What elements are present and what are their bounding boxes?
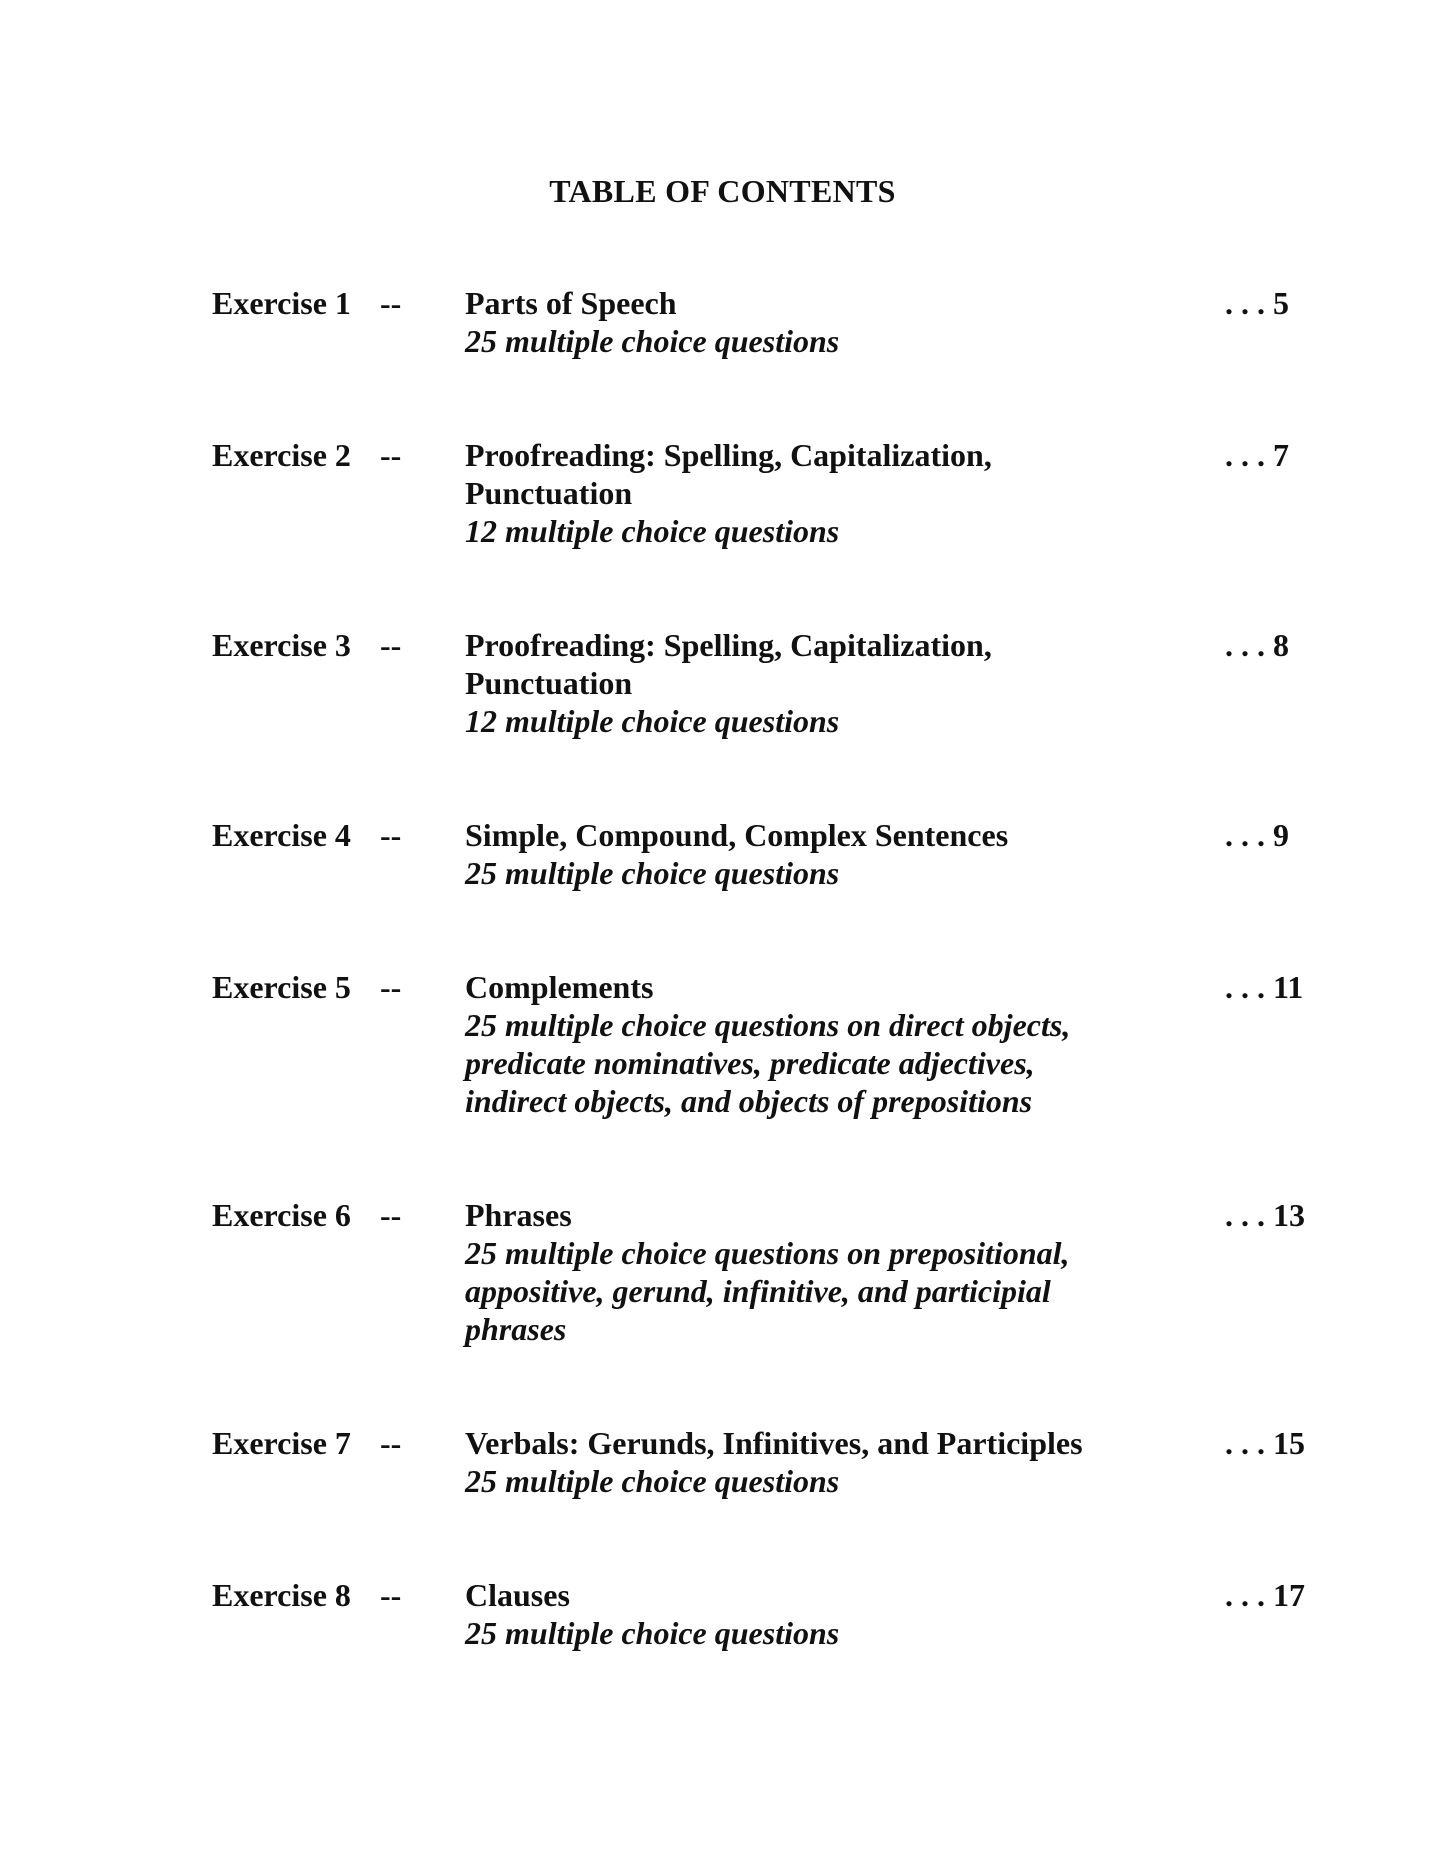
toc-entry-label: Exercise 1 [212, 285, 351, 321]
toc-entry-title: Parts of Speech [465, 285, 677, 321]
toc-entry-separator: -- [380, 1197, 402, 1233]
toc-entry-exercise-4[interactable] [0, 816, 1445, 892]
toc-entry-title: Phrases [465, 1197, 572, 1233]
toc-entry-description: 25 multiple choice questions [465, 855, 840, 891]
toc-entry-separator: -- [380, 817, 402, 853]
toc-entry-label: Exercise 6 [212, 1197, 351, 1233]
toc-entry-label: Exercise 4 [212, 817, 351, 853]
toc-entry-label: Exercise 7 [212, 1425, 351, 1461]
toc-entry-exercise-5[interactable] [0, 968, 1445, 1120]
toc-entry-label: Exercise 2 [212, 437, 351, 473]
toc-entry-separator: -- [380, 437, 402, 473]
toc-entry-page: . . . 17 [1225, 1577, 1305, 1613]
toc-entry-description: 25 multiple choice questions on prepositional, appositive, gerund, infinitive, and participial phrases [465, 1235, 1070, 1347]
toc-entry-description: 25 multiple choice questions [465, 1615, 840, 1651]
toc-entry-title: Proofreading: Spelling, Capitalization, Punctuation [465, 437, 992, 511]
toc-entry-label: Exercise 3 [212, 627, 351, 663]
toc-entry-description: 12 multiple choice questions [465, 703, 840, 739]
toc-entry-title: Simple, Compound, Complex Sentences [465, 817, 1009, 853]
toc-entry-page: . . . 8 [1225, 627, 1289, 663]
toc-entry-label: Exercise 5 [212, 969, 351, 1005]
toc-entry-exercise-6[interactable] [0, 1196, 1445, 1348]
toc-entry-page: . . . 15 [1225, 1425, 1305, 1461]
toc-entry-separator: -- [380, 285, 402, 321]
toc-entry-exercise-8[interactable] [0, 1576, 1445, 1652]
toc-entry-separator: -- [380, 969, 402, 1005]
toc-entry-page: . . . 9 [1225, 817, 1289, 853]
toc-entry-exercise-1[interactable] [0, 284, 1445, 360]
toc-entry-title: Complements [465, 969, 654, 1005]
toc-entry-description: 25 multiple choice questions [465, 1463, 840, 1499]
toc-entry-description: 25 multiple choice questions [465, 323, 840, 359]
toc-entry-page: . . . 11 [1225, 969, 1304, 1005]
toc-entry-title: Proofreading: Spelling, Capitalization, Punctuation [465, 627, 992, 701]
toc-entry-exercise-3[interactable] [0, 626, 1445, 740]
toc-list [0, 284, 1445, 1652]
toc-entry-label: Exercise 8 [212, 1577, 351, 1613]
toc-entry-page: . . . 13 [1225, 1197, 1305, 1233]
toc-entry-title: Verbals: Gerunds, Infinitives, and Participles [465, 1425, 1083, 1461]
toc-entry-page: . . . 7 [1225, 437, 1289, 473]
toc-entry-page: . . . 5 [1225, 285, 1289, 321]
toc-entry-separator: -- [380, 627, 402, 663]
toc-entry-description: 12 multiple choice questions [465, 513, 840, 549]
toc-entry-separator: -- [380, 1425, 402, 1461]
page-title: TABLE OF CONTENTS [549, 173, 896, 209]
toc-entry-exercise-2[interactable] [0, 436, 1445, 550]
toc-entry-title: Clauses [465, 1577, 570, 1613]
toc-entry-separator: -- [380, 1577, 402, 1613]
toc-entry-exercise-7[interactable] [0, 1424, 1445, 1500]
toc-entry-description: 25 multiple choice questions on direct objects, predicate nominatives, predicate adjectives, indirect objects, and objects of prepositions [465, 1007, 1071, 1119]
